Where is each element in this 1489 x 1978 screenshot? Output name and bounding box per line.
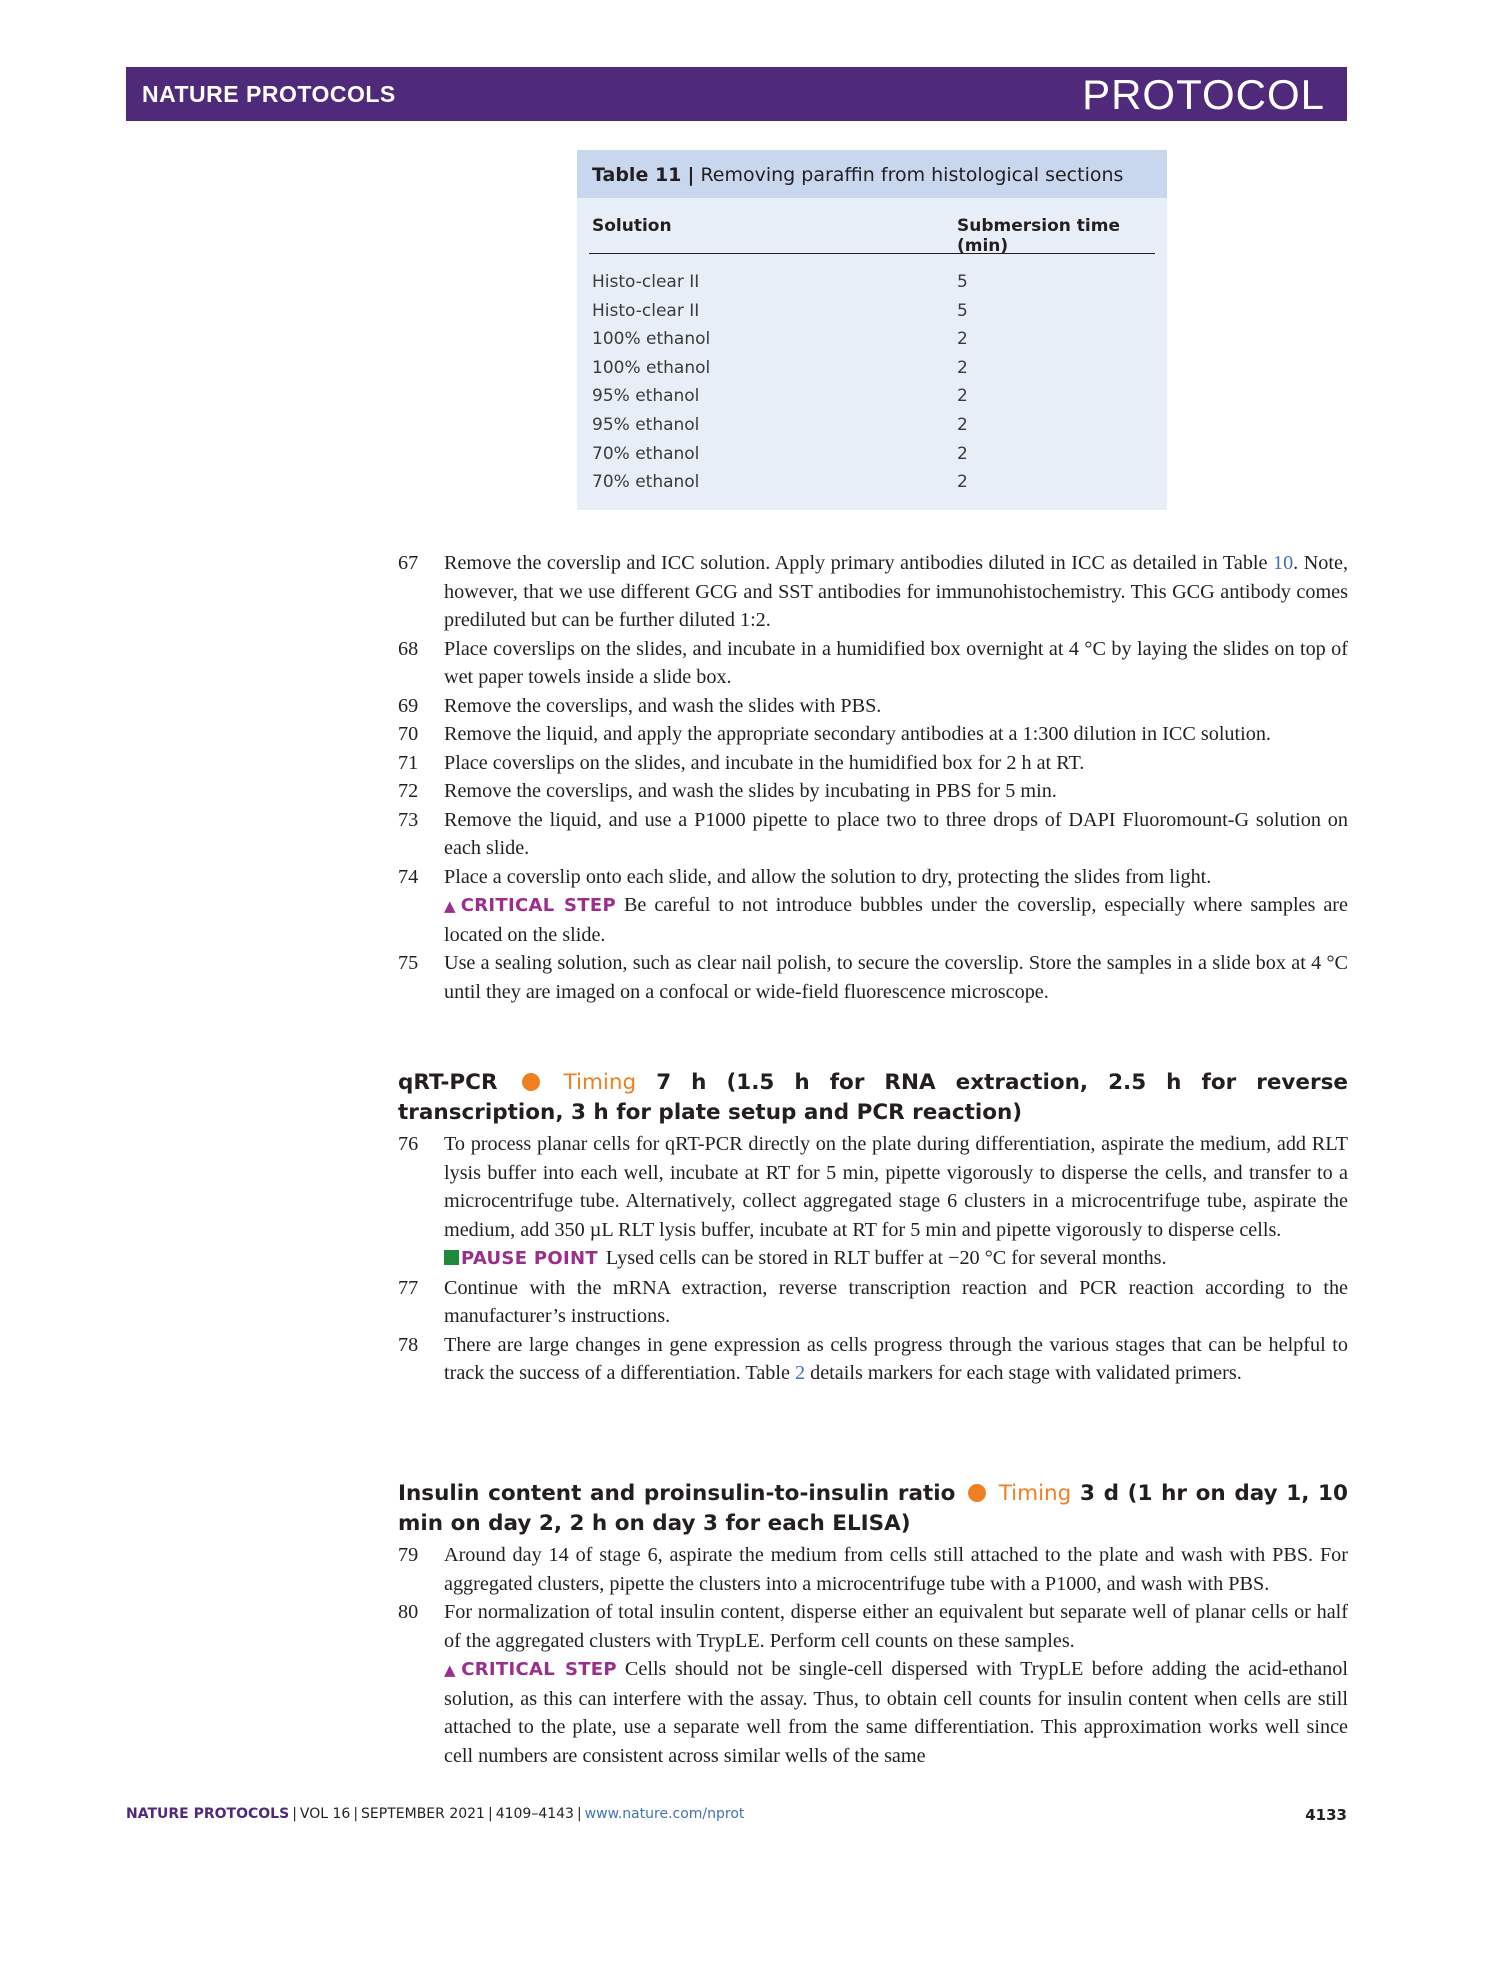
steps-79-80 — [398, 1541, 1348, 1770]
step-text — [444, 638, 1348, 689]
section-title: qRT-PCR — [398, 1070, 498, 1095]
cell-solution: 70% ethanol — [592, 443, 700, 464]
table-row — [577, 327, 1167, 356]
step-number: 70 — [398, 723, 419, 745]
article-type: PROTOCOL — [1082, 71, 1325, 118]
step-number: 75 — [398, 952, 419, 974]
step-70 — [398, 720, 1348, 749]
step-sentence: Remove the liquid, and apply the appropriate secondary antibodies at a 1:300 dilution in ICC solution. — [444, 723, 1271, 745]
caption-separator: | — [687, 164, 695, 186]
table-link[interactable]: 2 — [794, 1362, 806, 1384]
page-number: 4133 — [1305, 1806, 1347, 1824]
step-text — [444, 723, 1271, 745]
footer-url[interactable]: www.nature.com/nprot — [584, 1806, 745, 1822]
cell-solution: 95% ethanol — [592, 414, 700, 435]
step-number: 69 — [398, 694, 419, 717]
step-sentence: Place coverslips on the slides, and incubate in a humidified box overnight at 4 °C by laying the slides on top of wet paper towels inside a slide box. — [444, 637, 1348, 688]
step-text — [444, 1544, 1348, 1595]
table-11 — [577, 150, 1167, 510]
cell-time: 2 — [957, 443, 968, 464]
timing-icon — [968, 1484, 986, 1502]
step-sentence: To process planar cells for qRT-PCR directly on the plate during differentiation, aspirate the medium, add RLT lysis buffer into each well, incubate at RT for 5 min, pipette vigorously to disperse the cells, and transfer to a microcentrifuge tube. Alternatively, collect aggregated stage 6 clusters in a microcentrifuge tube, aspirate the medium, add 350 µL RLT lysis buffer, incubate at RT for 5 min and pipette vigorously to disperse cells. — [444, 1133, 1348, 1241]
step-text — [444, 1133, 1348, 1241]
section-heading-insulin — [398, 1479, 1348, 1539]
cell-time: 2 — [957, 414, 968, 435]
step-text — [444, 952, 1348, 1003]
timing-icon — [522, 1073, 540, 1091]
cell-time: 2 — [957, 472, 968, 493]
step-sentence: There are large changes in gene expression as cells progress through the various stages that can be helpful to track the success of a differentiation. Table — [444, 1333, 1348, 1384]
step-sentence: Place a coverslip onto each slide, and allow the solution to dry, protecting the slides from light. — [444, 865, 1212, 888]
step-sentence: Remove the liquid, and use a P1000 pipette to place two to three drops of DAPI Fluoromount-G solution on each slide. — [444, 808, 1348, 859]
step-text — [444, 552, 1348, 631]
step-number: 76 — [398, 1133, 419, 1155]
step-text — [444, 1334, 1348, 1385]
critical-step-label — [444, 895, 616, 916]
table-row — [577, 299, 1167, 328]
cell-solution: Histo-clear II — [592, 272, 700, 292]
step-77 — [398, 1274, 1348, 1331]
table-row — [577, 270, 1167, 299]
step-68 — [398, 635, 1348, 692]
step-sentence: For normalization of total insulin content, disperse either an equivalent but separate well of planar cells or half of the aggregated clusters with TrypLE. Perform cell counts on these samples. — [444, 1601, 1348, 1652]
step-sentence: Use a sealing solution, such as clear nail polish, to secure the coverslip. Store the samples in a slide box at 4 °C until they are imaged on a confocal or wide-field fluorescence microscope. — [444, 952, 1348, 1003]
step-sentence: Remove the coverslips, and wash the slides by incubating in PBS for 5 min. — [444, 780, 1057, 802]
cell-solution: Histo-clear II — [592, 300, 700, 321]
step-text — [444, 1601, 1348, 1652]
column-header-time: Submersion time (min) — [957, 216, 1120, 256]
step-text — [444, 695, 881, 717]
page-footer: NATURE PROTOCOLS | VOL 16 | SEPTEMBER 2021 | 4109–4143 | www.nature.com/nprot 4133 — [126, 1806, 1347, 1824]
section-title: Insulin content and proinsulin-to-insulin ratio — [398, 1481, 956, 1506]
header-band — [126, 67, 1347, 121]
pause-point-label-text: PAUSE POINT — [461, 1248, 598, 1269]
step-text — [444, 1277, 1348, 1328]
footer-date: SEPTEMBER 2021 — [361, 1806, 485, 1822]
step-78 — [398, 1331, 1348, 1388]
step-number: 77 — [398, 1276, 419, 1299]
journal-name: NATURE PROTOCOLS — [142, 81, 396, 107]
step-sentence: Around day 14 of stage 6, aspirate the medium from cells still attached to the plate and wash with PBS. For aggregated clusters, pipette the clusters into a microcentrifuge tube with a P1000, and wash with PBS. — [444, 1544, 1348, 1595]
pause-point-text: Lysed cells can be stored in RLT buffer at −20 °C for several months. — [605, 1247, 1167, 1269]
warning-triangle-icon: ▲ — [444, 1661, 460, 1679]
footer-volume: VOL 16 — [299, 1806, 351, 1822]
step-76 — [398, 1130, 1348, 1274]
step-79 — [398, 1541, 1348, 1598]
step-sentence: Remove the coverslips, and wash the slides with PBS. — [444, 694, 882, 717]
step-sentence: . Note, however, that we use different GCG and SST antibodies for immunohistochemistry. This GCG antibody comes prediluted but can be further diluted 1:2. — [444, 552, 1348, 631]
table-link[interactable]: 10 — [1272, 552, 1294, 574]
timing-label: Timing — [998, 1481, 1072, 1506]
table-rule — [589, 253, 1155, 254]
critical-step-note — [444, 1655, 1348, 1770]
step-number: 71 — [398, 751, 419, 774]
table-row — [577, 442, 1167, 471]
cell-solution: 100% ethanol — [592, 357, 711, 378]
step-number: 78 — [398, 1333, 419, 1356]
step-72 — [398, 777, 1348, 806]
step-number: 74 — [398, 865, 419, 888]
timing-label: Timing — [563, 1070, 637, 1095]
pause-point-note — [444, 1244, 1348, 1274]
step-number: 72 — [398, 780, 419, 802]
cell-time: 5 — [957, 272, 968, 292]
step-sentence: Place coverslips on the slides, and incubate in the humidified box for 2 h at RT. — [444, 751, 1085, 774]
warning-triangle-icon: ▲ — [444, 897, 459, 915]
step-number: 79 — [398, 1544, 419, 1566]
table-label: Table 11 — [592, 164, 682, 186]
step-text — [444, 866, 1211, 888]
step-text — [444, 752, 1084, 774]
step-number: 68 — [398, 637, 419, 660]
footer-pages: 4109–4143 — [495, 1806, 574, 1822]
timing-text: 3 d (1 hr on day 1, 10 min on day 2, 2 h on day 3 for each ELISA) — [398, 1481, 1348, 1536]
pause-point-label — [444, 1248, 598, 1269]
cell-solution: 100% ethanol — [592, 329, 711, 350]
step-text — [444, 780, 1057, 802]
cell-time: 2 — [957, 329, 968, 350]
timing-text: 7 h (1.5 h for RNA extraction, 2.5 h for reverse transcription, 3 h for plate setup and PCR reaction) — [398, 1070, 1348, 1125]
step-number: 67 — [398, 552, 419, 574]
step-75 — [398, 949, 1348, 1006]
step-69 — [398, 692, 1348, 721]
cell-time: 5 — [957, 300, 968, 321]
critical-step-text: Cells should not be single-cell dispersed with TrypLE before adding the acid-ethanol solution, as this can interfere with the assay. Thus, to obtain cell counts for insulin content when cells are still attached to the plate, use a separate well from the same differentiation. This approximation works well since cell numbers are consistent across similar wells of the same — [444, 1658, 1348, 1767]
table-body — [577, 270, 1167, 499]
step-text — [444, 809, 1348, 860]
table-row — [577, 356, 1167, 385]
step-number: 80 — [398, 1601, 419, 1623]
table-title: Removing paraffin from histological sections — [700, 164, 1124, 186]
table-row — [577, 470, 1167, 499]
critical-step-text: Be careful to not introduce bubbles under the coverslip, especially where samples are located on the slide. — [444, 894, 1348, 946]
step-sentence: Remove the coverslip and ICC solution. Apply primary antibodies diluted in ICC as detailed in Table — [444, 552, 1273, 574]
critical-step-label-text: CRITICAL STEP — [461, 1659, 617, 1680]
steps-76-78 — [398, 1130, 1348, 1388]
step-number: 73 — [398, 808, 419, 831]
step-71 — [398, 749, 1348, 778]
footer-journal: NATURE PROTOCOLS — [126, 1806, 290, 1822]
step-74 — [398, 863, 1348, 950]
step-sentence: details markers for each stage with validated primers. — [805, 1362, 1242, 1384]
cell-time: 2 — [957, 386, 968, 407]
cell-solution: 70% ethanol — [592, 472, 700, 493]
step-67 — [398, 549, 1348, 635]
table-row — [577, 413, 1167, 442]
critical-step-label — [444, 1659, 617, 1680]
pause-square-icon — [444, 1250, 459, 1265]
steps-67-75 — [398, 549, 1348, 1006]
critical-step-label-text: CRITICAL STEP — [460, 895, 616, 916]
section-heading-qrt-pcr — [398, 1068, 1348, 1128]
step-80 — [398, 1598, 1348, 1770]
step-sentence: Continue with the mRNA extraction, reverse transcription reaction and PCR reaction according to the manufacturer’s instructions. — [444, 1276, 1348, 1327]
step-73 — [398, 806, 1348, 863]
table-caption — [577, 150, 1167, 198]
cell-solution: 95% ethanol — [592, 386, 700, 407]
cell-time: 2 — [957, 357, 968, 378]
table-row — [577, 384, 1167, 413]
critical-step-note — [444, 891, 1348, 949]
column-header-solution: Solution — [592, 216, 672, 236]
